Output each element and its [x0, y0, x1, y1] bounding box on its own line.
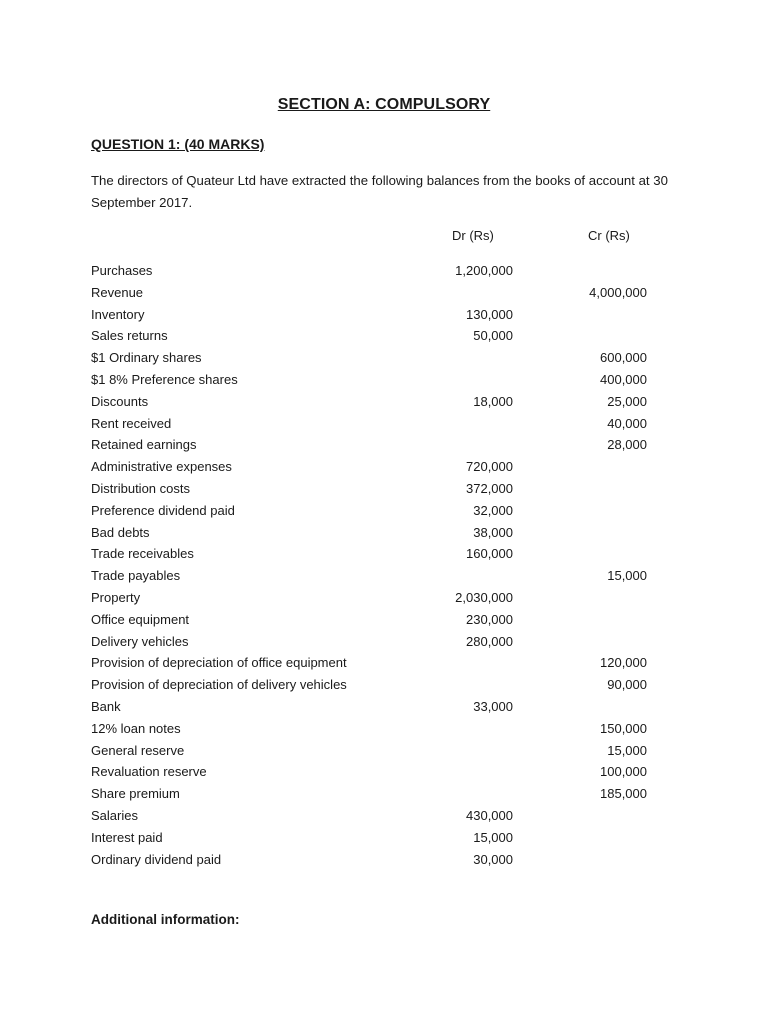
- dr-amount: 1,200,000: [455, 263, 513, 278]
- cr-amount: 15,000: [607, 742, 647, 758]
- balance-label: Rent received: [91, 415, 172, 431]
- section-title: SECTION A: COMPULSORY: [277, 96, 491, 113]
- balance-label: Share premium: [91, 786, 180, 802]
- balance-label: Inventory: [91, 306, 145, 322]
- balance-row: [91, 805, 691, 827]
- dr-amount: 130,000: [466, 306, 513, 322]
- dr-amount: 18,000: [473, 393, 513, 409]
- balance-row: [91, 413, 691, 435]
- dr-amount: 160,000: [466, 546, 513, 562]
- balance-label: Bank: [91, 698, 121, 714]
- dr-amount: 32,000: [473, 502, 513, 518]
- balance-label: Ordinary dividend paid: [91, 851, 222, 867]
- cr-amount: 600,000: [600, 350, 647, 366]
- balance-label: Trade receivables: [91, 546, 194, 562]
- balance-label: Office equipment: [91, 611, 190, 627]
- cr-amount: 185,000: [600, 786, 647, 802]
- balance-row: [91, 260, 691, 282]
- balance-label: Revaluation reserve: [91, 764, 207, 780]
- balance-label: General reserve: [91, 742, 185, 758]
- balance-row: [91, 347, 691, 369]
- balance-label: Administrative expenses: [91, 459, 232, 475]
- dr-amount: 280,000: [466, 633, 513, 649]
- balance-label: $1 8% Preference shares: [91, 371, 238, 387]
- balance-label: Revenue: [91, 284, 144, 300]
- balance-label: Bad debts: [91, 524, 150, 540]
- cr-amount: 15,000: [607, 568, 647, 584]
- dr-amount: 38,000: [473, 524, 513, 540]
- balance-row: [91, 500, 691, 522]
- balance-row: [91, 304, 691, 326]
- dr-amount: 720,000: [466, 459, 513, 475]
- cr-amount: 40,000: [607, 415, 647, 431]
- balance-label: Retained earnings: [91, 437, 197, 453]
- cr-column-header: Cr (Rs): [588, 228, 630, 243]
- balance-row: [91, 434, 691, 456]
- balance-label: $1 Ordinary shares: [91, 350, 202, 366]
- balance-row: [91, 631, 691, 653]
- balance-label: Salaries: [91, 807, 138, 823]
- cr-amount: 90,000: [607, 677, 647, 693]
- question-title: QUESTION 1: (40 MARKS): [91, 136, 265, 152]
- dr-column-header: Dr (Rs): [452, 228, 494, 243]
- balance-label: 12% loan notes: [91, 720, 181, 736]
- balance-row: [91, 652, 691, 674]
- balances-list: [91, 260, 691, 870]
- dr-amount: 30,000: [473, 851, 513, 867]
- balance-label: Distribution costs: [91, 480, 190, 496]
- balance-row: [91, 609, 691, 631]
- dr-amount: 230,000: [466, 611, 513, 627]
- cr-amount: 28,000: [607, 437, 647, 453]
- dr-amount: 2,030,000: [455, 589, 513, 605]
- cr-amount: 120,000: [600, 655, 647, 671]
- balance-row: [91, 391, 691, 413]
- balance-row: [91, 565, 691, 587]
- balance-label: Provision of depreciation of delivery vehicles: [91, 677, 347, 693]
- balance-label: Provision of depreciation of office equipment: [91, 655, 347, 671]
- balance-row: [91, 761, 691, 783]
- dr-amount: 15,000: [473, 829, 513, 845]
- balance-label: Interest paid: [91, 829, 163, 845]
- balance-row: [91, 543, 691, 565]
- dr-amount: 33,000: [473, 698, 513, 714]
- balance-row: [91, 369, 691, 391]
- dr-amount: 372,000: [466, 480, 513, 496]
- balance-row: [91, 522, 691, 544]
- balance-row: [91, 783, 691, 805]
- additional-information-heading: Additional information:: [91, 912, 240, 927]
- balance-row: [91, 849, 691, 871]
- cr-amount: 4,000,000: [589, 284, 647, 300]
- intro-paragraph: The directors of Quateur Ltd have extracted the following balances from the books of account at 30 September 2017.: [91, 173, 668, 210]
- balance-row: [91, 674, 691, 696]
- balance-row: [91, 587, 691, 609]
- cr-amount: 400,000: [600, 371, 647, 387]
- balance-row: [91, 478, 691, 500]
- balance-row: [91, 456, 691, 478]
- cr-amount: 25,000: [607, 393, 647, 409]
- balance-label: Delivery vehicles: [91, 633, 189, 649]
- balance-label: Preference dividend paid: [91, 502, 235, 518]
- dr-amount: 430,000: [466, 807, 513, 823]
- balance-label: Purchases: [91, 263, 153, 278]
- balance-label: Trade payables: [91, 568, 181, 584]
- balance-row: [91, 696, 691, 718]
- balance-label: Sales returns: [91, 328, 168, 344]
- balance-row: [91, 718, 691, 740]
- balance-label: Property: [91, 589, 141, 605]
- balance-row: [91, 325, 691, 347]
- balance-row: [91, 740, 691, 762]
- cr-amount: 150,000: [600, 720, 647, 736]
- dr-amount: 50,000: [473, 328, 513, 344]
- balance-row: [91, 282, 691, 304]
- cr-amount: 100,000: [600, 764, 647, 780]
- balance-row: [91, 827, 691, 849]
- balance-label: Discounts: [91, 393, 149, 409]
